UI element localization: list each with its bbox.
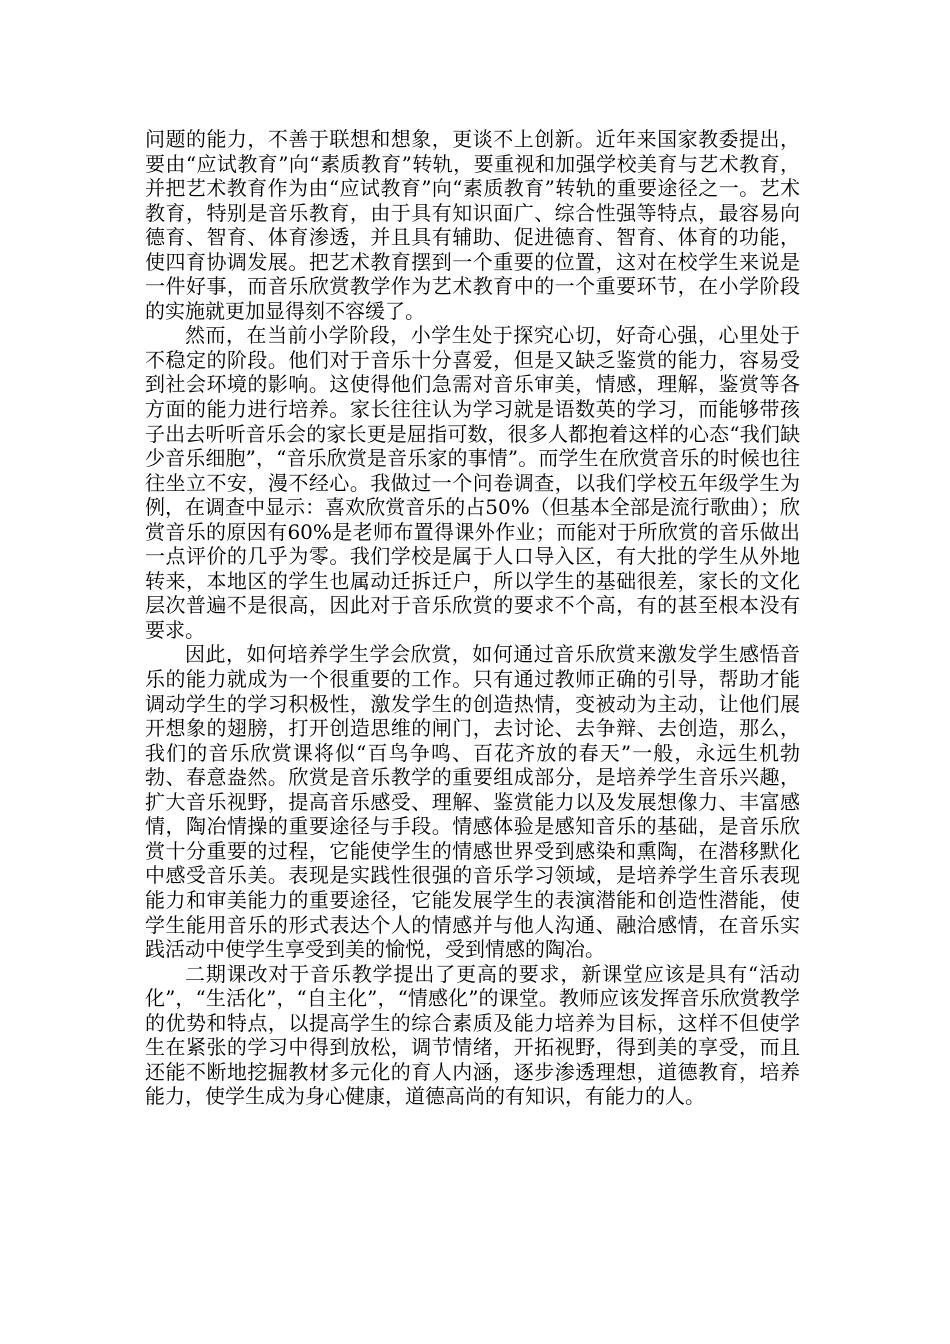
paragraph-continuation: 问题的能力，不善于联想和想象，更谈不上创新。近年来国家教委提出，要由“应试教育”向“素质教育”转轨，要重视和加强学校美育与艺术教育，并把艺术教育作为由“应试教育”向“素质教育”转轨的重要途径之一。艺术教育，特别是音乐教育，由于具有知识面广、综合性强等特点，最容易向德育、智育、体育渗透，并且具有辅助、促进德育、智育、体育的功能，使四育协调发展。把艺术教育摆到一个重要的位置，这对在校学生来说是一件好事，而音乐欣赏教学作为艺术教育中的一个重要环节，在小学阶段的实施就更加显得刻不容缓了。 — [145, 127, 800, 323]
paragraph-4: 二期课改对于音乐教学提出了更高的要求，新课堂应该是具有“活动化”，“生活化”，“自主化”，“情感化”的课堂。教师应该发挥音乐欣赏教学的优势和特点，以提高学生的综合素质及能力培养为目标，这样不但使学生在紧张的学习中得到放松，调节情绪，开拓视野，得到美的享受，而且还能不断地挖掘教材多元化的育人内涵，逐步渗透理想，道德教育，培养能力，使学生成为身心健康，道德高尚的有知识，有能力的人。 — [145, 961, 800, 1109]
paragraph-2: 然而，在当前小学阶段，小学生处于探究心切，好奇心强，心里处于不稳定的阶段。他们对于音乐十分喜爱，但是又缺乏鉴赏的能力，容易受到社会环境的影响。这使得他们急需对音乐审美，情感，理解，鉴赏等各方面的能力进行培养。家长往往认为学习就是语数英的学习，而能够带孩子出去听听音乐会的家长更是屈指可数，很多人都抱着这样的心态“我们缺少音乐细胞”，“音乐欣赏是音乐家的事情”。而学生在欣赏音乐的时候也往往坐立不安，漫不经心。我做过一个问卷调查，以我们学校五年级学生为例，在调查中显示：喜欢欣赏音乐的占50%（但基本全部是流行歌曲）；欣赏音乐的原因有60%是老师布置得课外作业；而能对于所欣赏的音乐做出一点评价的几乎为零。我们学校是属于人口导入区，有大批的学生从外地转来，本地区的学生也属动迁拆迁户，所以学生的基础很差，家长的文化层次普遍不是很高，因此对于音乐欣赏的要求不个高，有的甚至根本没有要求。 — [145, 323, 800, 642]
document-body — [145, 127, 800, 1109]
paragraph-3: 因此，如何培养学生学会欣赏，如何通过音乐欣赏来激发学生感悟音乐的能力就成为一个很重要的工作。只有通过教师正确的引导，帮助才能调动学生的学习积极性，激发学生的创造热情，变被动为主动，让他们展开想象的翅膀，打开创造思维的闸门，去讨论、去争辩、去创造，那么，我们的音乐欣赏课将似“百鸟争鸣、百花齐放的春天”一般，永远生机勃勃、春意盎然。欣赏是音乐教学的重要组成部分，是培养学生音乐兴趣，扩大音乐视野，提高音乐感受、理解、鉴赏能力以及发展想像力、丰富感情，陶冶情操的重要途径与手段。情感体验是感知音乐的基础，是音乐欣赏十分重要的过程，它能使学生的情感世界受到感染和熏陶，在潜移默化中感受音乐美。表现是实践性很强的音乐学习领域，是培养学生音乐表现能力和审美能力的重要途径，它能发展学生的表演潜能和创造性潜能，使学生能用音乐的形式表达个人的情感并与他人沟通、融洽感情，在音乐实践活动中使学生享受到美的愉悦，受到情感的陶冶。 — [145, 642, 800, 962]
